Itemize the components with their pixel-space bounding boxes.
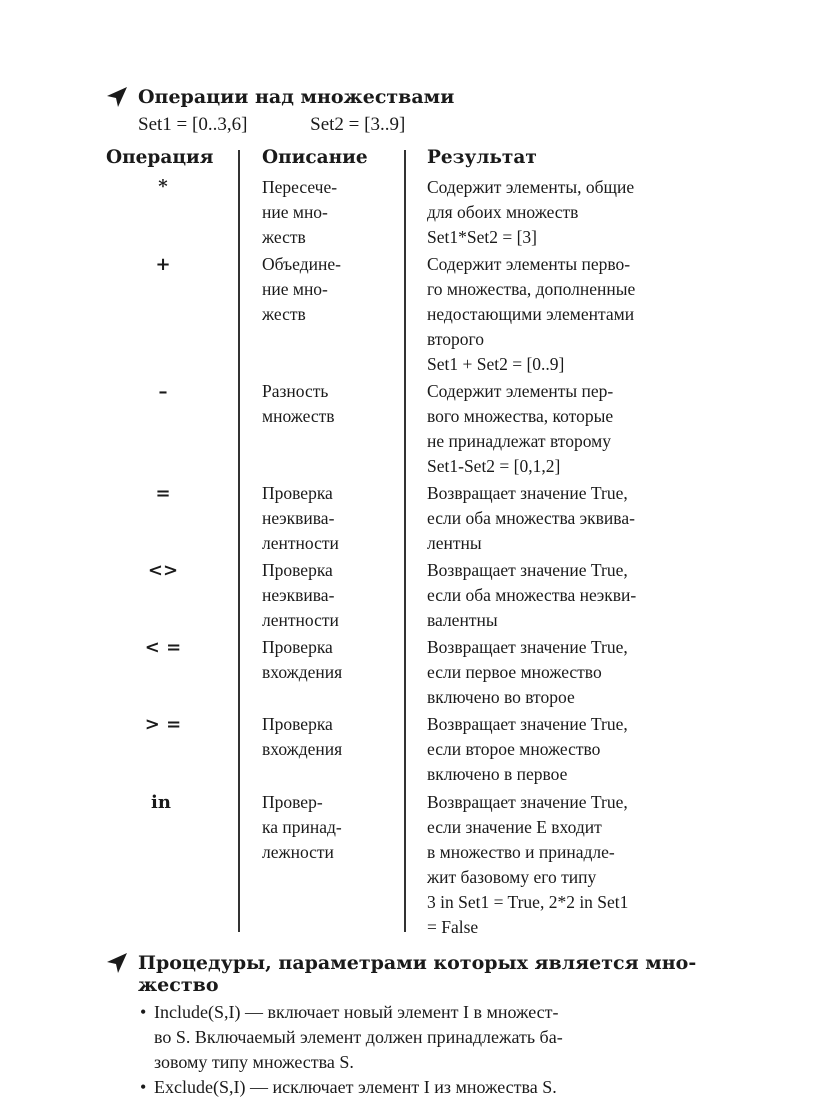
section-heading-text	[138, 952, 696, 996]
section-heading-set-procedures	[106, 952, 726, 996]
row-operator: in	[151, 792, 171, 813]
header-result: Результат	[427, 147, 537, 168]
pointer-arrow-icon	[106, 952, 128, 974]
set2-definition: Set2 = [3..9]	[310, 114, 406, 135]
row-operator: < =	[144, 637, 182, 658]
list-item	[140, 1000, 720, 1075]
list-item	[140, 1075, 720, 1100]
section-heading-line1: Процедуры, параметрами которых является мно-	[138, 952, 697, 974]
row-result: Содержит элементы, общие для обоих множеств Set1*Set2 = [3]	[427, 177, 635, 247]
row-description: Проверка неэквива- лентности	[262, 560, 339, 630]
header-description: Описание	[262, 147, 368, 168]
row-operator: +	[155, 254, 171, 275]
row-result: Возвращает значение True, если значение E входит в множество и принадле- жит базовому его типу 3 in Set1 = True, 2*2 in Set1 = False	[427, 792, 629, 937]
procedure-list	[140, 1000, 720, 1100]
list-item-text: Include(S,I) — включает новый элемент I в множест- во S. Включаемый элемент должен принадлежать ба- зовому типу множества S.	[154, 1002, 563, 1072]
row-operator: –	[158, 381, 168, 402]
row-operator: =	[155, 483, 171, 504]
row-description: Разность множеств	[262, 381, 335, 426]
row-description: Провер- ка принад- лежности	[262, 792, 342, 862]
header-operation: Операция	[106, 147, 214, 168]
row-result: Содержит элементы пер- вого множества, которые не принадлежат второму Set1-Set2 = [0,1,2]	[427, 381, 614, 476]
row-description: Проверка вхождения	[262, 637, 343, 682]
row-result: Возвращает значение True, если второе множество включено в первое	[427, 714, 628, 784]
row-description: Объедине- ние мно- жеств	[262, 254, 341, 324]
row-result: Содержит элементы перво- го множества, дополненные недостающими элементами второго Set1 + Set2 = [0..9]	[427, 254, 636, 374]
column-divider-2	[404, 150, 406, 932]
row-description: Проверка неэквива- лентности	[262, 483, 339, 553]
row-description: Пересече- ние мно- жеств	[262, 177, 338, 247]
row-result: Возвращает значение True, если оба множества неэкви- валентны	[427, 560, 637, 630]
row-operator: > =	[144, 714, 182, 735]
row-description: Проверка вхождения	[262, 714, 343, 759]
column-divider-1	[238, 150, 240, 932]
row-result: Возвращает значение True, если первое множество включено во второе	[427, 637, 628, 707]
set1-definition: Set1 = [0..3,6]	[138, 114, 248, 135]
row-operator: <>	[147, 560, 179, 581]
section-heading-text: Операции над множествами	[138, 86, 455, 108]
section-heading-line2: жество	[138, 974, 219, 996]
list-item-text: Exclude(S,I) — исключает элемент I из множества S.	[154, 1077, 557, 1097]
row-operator: *	[158, 176, 168, 197]
row-result: Возвращает значение True, если оба множества эквива- лентны	[427, 483, 635, 553]
